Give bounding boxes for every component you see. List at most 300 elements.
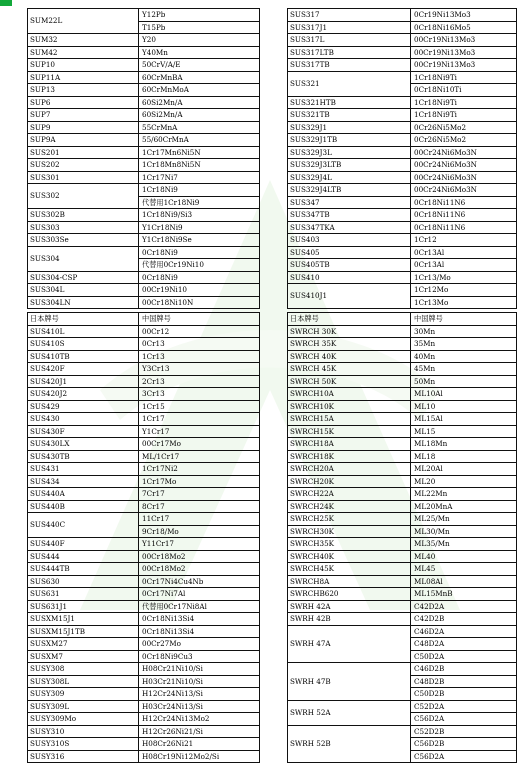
china-grade-cell: ML/1Cr17 bbox=[139, 450, 260, 463]
table-row bbox=[28, 425, 260, 438]
table-row bbox=[288, 413, 517, 426]
table-row bbox=[288, 221, 517, 234]
table-row bbox=[288, 209, 517, 222]
china-grade-cell: 代替用1Cr18Ni9 bbox=[139, 196, 260, 209]
japan-grade-cell: SWRCH35K bbox=[288, 538, 411, 551]
table-row bbox=[288, 184, 517, 197]
table-row bbox=[288, 438, 517, 451]
japan-grade-cell: SUS329J3L bbox=[288, 146, 411, 159]
japan-grade-cell: SUS317 bbox=[288, 9, 411, 22]
japan-grade-cell: SUS431 bbox=[28, 463, 139, 476]
china-grade-cell: C48D2A bbox=[411, 638, 517, 651]
japan-grade-cell: SUS420F bbox=[28, 363, 139, 376]
table-row bbox=[28, 246, 260, 259]
japan-grade-cell: SUP9 bbox=[28, 121, 139, 134]
china-grade-cell: 60CrMnBA bbox=[139, 71, 260, 84]
table-row bbox=[288, 159, 517, 172]
china-grade-cell: ML18Mn bbox=[411, 438, 517, 451]
china-grade-cell: H12Cr24Ni13/Si bbox=[139, 688, 260, 701]
china-grade-cell: 1Cr12 bbox=[411, 234, 517, 247]
table-row bbox=[28, 325, 260, 338]
japan-grade-cell: SUP10 bbox=[28, 59, 139, 72]
table-row bbox=[28, 675, 260, 688]
china-grade-cell: ML10 bbox=[411, 400, 517, 413]
japan-grade-cell: SUSXM7 bbox=[28, 650, 139, 663]
japan-grade-cell: SUS430 bbox=[28, 413, 139, 426]
china-grade-cell: 1Cr17Ni7 bbox=[139, 171, 260, 184]
japan-grade-cell: SWRCH 30K bbox=[288, 325, 411, 338]
japan-grade-cell: SUS201 bbox=[28, 146, 139, 159]
table-row bbox=[28, 550, 260, 563]
china-grade-cell: ML15 bbox=[411, 425, 517, 438]
china-grade-cell: 55CrMnA bbox=[139, 121, 260, 134]
china-grade-cell: 1Cr17Mn6Ni5N bbox=[139, 146, 260, 159]
japan-grade-cell: SUS329J1 bbox=[288, 121, 411, 134]
japan-grade-cell: SUS405TB bbox=[288, 259, 411, 272]
china-grade-cell: C52D2A bbox=[411, 700, 517, 713]
china-grade-cell: ML15Al bbox=[411, 413, 517, 426]
grade-table-bottom-right bbox=[287, 312, 517, 763]
table-row bbox=[28, 9, 260, 22]
japan-grade-cell: SWRH 52B bbox=[288, 725, 411, 763]
table-header-row bbox=[288, 313, 517, 326]
china-grade-cell: 0Cr17Ni7Al bbox=[139, 588, 260, 601]
table-row bbox=[28, 271, 260, 284]
china-grade-cell: 60CrMnMoA bbox=[139, 84, 260, 97]
table-row bbox=[288, 71, 517, 84]
china-grade-cell: C50D2B bbox=[411, 688, 517, 701]
table-row bbox=[28, 146, 260, 159]
table-row bbox=[288, 350, 517, 363]
table-row bbox=[288, 121, 517, 134]
japan-grade-cell: SUSXM27 bbox=[28, 638, 139, 651]
table-row bbox=[28, 363, 260, 376]
china-grade-cell: 0Cr19Ni13Mo3 bbox=[411, 9, 517, 22]
china-grade-cell: 00Cr19Ni13Mo3 bbox=[411, 59, 517, 72]
table-row bbox=[288, 600, 517, 613]
china-grade-cell: 0Cr18Ni11N6 bbox=[411, 221, 517, 234]
china-grade-cell: Y3Cr13 bbox=[139, 363, 260, 376]
table-row bbox=[28, 109, 260, 122]
table-row bbox=[28, 59, 260, 72]
china-grade-cell: 1Cr18Ni9/Si3 bbox=[139, 209, 260, 222]
table-row bbox=[288, 271, 517, 284]
japan-grade-cell: SUS304-CSP bbox=[28, 271, 139, 284]
china-grade-cell: ML20Al bbox=[411, 463, 517, 476]
japan-grade-cell: SUS321 bbox=[288, 71, 411, 96]
japan-grade-cell: SWRCH30K bbox=[288, 525, 411, 538]
china-grade-cell: 0Cr26Ni5Mo2 bbox=[411, 134, 517, 147]
table-row bbox=[288, 21, 517, 34]
china-grade-cell: ML20 bbox=[411, 475, 517, 488]
japan-grade-cell: SUS317TB bbox=[288, 59, 411, 72]
japan-grade-cell: SUSY310 bbox=[28, 725, 139, 738]
china-grade-cell: C46D2A bbox=[411, 625, 517, 638]
japan-grade-cell: SUP11A bbox=[28, 71, 139, 84]
japan-grade-cell: SUS410J1 bbox=[288, 284, 411, 309]
japan-grade-cell: SWRCH22A bbox=[288, 488, 411, 501]
china-grade-cell: 1Cr18Ni9Ti bbox=[411, 96, 517, 109]
header-japan-grade: 日本牌号 bbox=[28, 313, 139, 326]
header-china-grade: 中国牌号 bbox=[139, 313, 260, 326]
japan-grade-cell: SUS304L bbox=[28, 284, 139, 297]
china-grade-cell: 代替用0Cr17Ni8Al bbox=[139, 600, 260, 613]
table-row bbox=[28, 463, 260, 476]
japan-grade-cell: SUSY309 bbox=[28, 688, 139, 701]
japan-grade-cell: SUSY308 bbox=[28, 663, 139, 676]
japan-grade-cell: SUS410TB bbox=[28, 350, 139, 363]
japan-grade-cell: SWRCH 50K bbox=[288, 375, 411, 388]
china-grade-cell: ML25/Mn bbox=[411, 513, 517, 526]
china-grade-cell: H03Cr24Ni13/Si bbox=[139, 700, 260, 713]
japan-grade-cell: SUSXM15J1 bbox=[28, 613, 139, 626]
china-grade-cell: 55/60CrMnA bbox=[139, 134, 260, 147]
table-row bbox=[28, 388, 260, 401]
japan-grade-cell: SUS303 bbox=[28, 221, 139, 234]
china-grade-cell: ML18 bbox=[411, 450, 517, 463]
japan-grade-cell: SUS302B bbox=[28, 209, 139, 222]
japan-grade-cell: SUM32 bbox=[28, 34, 139, 47]
china-grade-cell: 1Cr17Ni2 bbox=[139, 463, 260, 476]
table-row bbox=[288, 575, 517, 588]
table-row bbox=[288, 663, 517, 676]
japan-grade-cell: SWRCH25K bbox=[288, 513, 411, 526]
table-row bbox=[28, 450, 260, 463]
china-grade-cell: H08Cr19Ni12Mo2/Si bbox=[139, 750, 260, 763]
grade-table-top-left bbox=[27, 8, 260, 309]
japan-grade-cell: SUS430F bbox=[28, 425, 139, 438]
china-grade-cell: 8Cr17 bbox=[139, 500, 260, 513]
china-grade-cell: Y1Cr18Ni9 bbox=[139, 221, 260, 234]
japan-grade-cell: SUS440A bbox=[28, 488, 139, 501]
header-china-grade: 中国牌号 bbox=[411, 313, 517, 326]
japan-grade-cell: SUS347TKA bbox=[288, 221, 411, 234]
table-row bbox=[28, 400, 260, 413]
japan-grade-cell: SUS630 bbox=[28, 575, 139, 588]
japan-grade-cell: SWRH 52A bbox=[288, 700, 411, 725]
china-grade-cell: 35Mn bbox=[411, 338, 517, 351]
table-row bbox=[28, 184, 260, 197]
china-grade-cell: Y20 bbox=[139, 34, 260, 47]
japan-grade-cell: SWRCH 40K bbox=[288, 350, 411, 363]
japan-grade-cell: SUS444 bbox=[28, 550, 139, 563]
table-row bbox=[28, 750, 260, 763]
japan-grade-cell: SUSY310S bbox=[28, 738, 139, 751]
china-grade-cell: H08Cr21Ni10/Si bbox=[139, 663, 260, 676]
japan-grade-cell: SUS434 bbox=[28, 475, 139, 488]
table-row bbox=[28, 284, 260, 297]
table-row bbox=[28, 650, 260, 663]
table-row bbox=[28, 121, 260, 134]
japan-grade-cell: SUS347 bbox=[288, 196, 411, 209]
japan-grade-cell: SUS440B bbox=[28, 500, 139, 513]
china-grade-cell: ML08Al bbox=[411, 575, 517, 588]
table-row bbox=[28, 563, 260, 576]
table-row bbox=[288, 59, 517, 72]
table-row bbox=[28, 221, 260, 234]
table-row bbox=[28, 84, 260, 97]
table-row bbox=[288, 146, 517, 159]
china-grade-cell: 0Cr18Ni9 bbox=[139, 246, 260, 259]
table-row bbox=[28, 209, 260, 222]
table-row bbox=[288, 725, 517, 738]
china-grade-cell: 11Cr17 bbox=[139, 513, 260, 526]
table-row bbox=[288, 475, 517, 488]
table-row bbox=[28, 71, 260, 84]
china-grade-cell: C56D2A bbox=[411, 750, 517, 763]
table-row bbox=[288, 338, 517, 351]
japan-grade-cell: SUSY309L bbox=[28, 700, 139, 713]
japan-grade-cell: SUS631 bbox=[28, 588, 139, 601]
japan-grade-cell: SUP6 bbox=[28, 96, 139, 109]
table-row bbox=[288, 234, 517, 247]
japan-grade-cell: SUS304 bbox=[28, 246, 139, 271]
japan-grade-cell: SUS430TB bbox=[28, 450, 139, 463]
japan-grade-cell: SWRCH20K bbox=[288, 475, 411, 488]
grade-table-bottom-left bbox=[27, 312, 260, 763]
table-row bbox=[288, 625, 517, 638]
china-grade-cell: Y11Cr17 bbox=[139, 538, 260, 551]
table-row bbox=[288, 109, 517, 122]
china-grade-cell: 00Cr24Ni6Mo3N bbox=[411, 171, 517, 184]
table-row bbox=[288, 34, 517, 47]
japan-grade-cell: SUS403 bbox=[288, 234, 411, 247]
japan-grade-cell: SUS420J1 bbox=[28, 375, 139, 388]
japan-grade-cell: SWRCH8A bbox=[288, 575, 411, 588]
japan-grade-cell: SWRCH 45K bbox=[288, 363, 411, 376]
china-grade-cell: 9Cr18/Mo bbox=[139, 525, 260, 538]
china-grade-cell: 1Cr12Mo bbox=[411, 284, 517, 297]
japan-grade-cell: SUS329J4L bbox=[288, 171, 411, 184]
japan-grade-cell: SUS202 bbox=[28, 159, 139, 172]
china-grade-cell: 代替用0Cr19Ni10 bbox=[139, 259, 260, 272]
table-row bbox=[288, 46, 517, 59]
china-grade-cell: 0Cr13Al bbox=[411, 259, 517, 272]
china-grade-cell: 0Cr18Ni13Si4 bbox=[139, 613, 260, 626]
table-row bbox=[28, 663, 260, 676]
japan-grade-cell: SWRH 47A bbox=[288, 625, 411, 663]
table-row bbox=[288, 363, 517, 376]
japan-grade-cell: SUS321TB bbox=[288, 109, 411, 122]
japan-grade-cell: SUS304LN bbox=[28, 296, 139, 309]
japan-grade-cell: SWRH 47B bbox=[288, 663, 411, 701]
table-row bbox=[28, 588, 260, 601]
table-row bbox=[288, 134, 517, 147]
table-row bbox=[288, 325, 517, 338]
china-grade-cell: 0Cr18Ni9 bbox=[139, 271, 260, 284]
table-row bbox=[28, 600, 260, 613]
china-grade-cell: 0Cr18Ni9Cu3 bbox=[139, 650, 260, 663]
japan-grade-cell: SWRCH10A bbox=[288, 388, 411, 401]
china-grade-cell: 00Cr19Ni13Mo3 bbox=[411, 34, 517, 47]
china-grade-cell: ML45 bbox=[411, 563, 517, 576]
table-row bbox=[288, 425, 517, 438]
china-grade-cell: 1Cr13Mo bbox=[411, 296, 517, 309]
table-row bbox=[28, 413, 260, 426]
table-header-row bbox=[28, 313, 260, 326]
japan-grade-cell: SUS329J1TB bbox=[288, 134, 411, 147]
china-grade-cell: 00Cr24Ni6Mo3N bbox=[411, 159, 517, 172]
japan-grade-cell: SUS430LX bbox=[28, 438, 139, 451]
japan-grade-cell: SUS444TB bbox=[28, 563, 139, 576]
china-grade-cell: 0Cr17Ni4Cu4Nb bbox=[139, 575, 260, 588]
table-row bbox=[28, 438, 260, 451]
china-grade-cell: 1Cr17Mo bbox=[139, 475, 260, 488]
japan-grade-cell: SUM22L bbox=[28, 9, 139, 34]
japan-grade-cell: SUS405 bbox=[288, 246, 411, 259]
china-grade-cell: 00Cr17Mo bbox=[139, 438, 260, 451]
japan-grade-cell: SWRCH10K bbox=[288, 400, 411, 413]
japan-grade-cell: SUS440F bbox=[28, 538, 139, 551]
china-grade-cell: 60Si2Mn/A bbox=[139, 96, 260, 109]
china-grade-cell: 00Cr19Ni10 bbox=[139, 284, 260, 297]
china-grade-cell: 00Cr27Mo bbox=[139, 638, 260, 651]
china-grade-cell: C46D2B bbox=[411, 663, 517, 676]
table-row bbox=[28, 613, 260, 626]
table-row bbox=[288, 196, 517, 209]
china-grade-cell: Y1Cr18Ni9Se bbox=[139, 234, 260, 247]
table-row bbox=[288, 450, 517, 463]
china-grade-cell: Y12Pb bbox=[139, 9, 260, 22]
china-grade-cell: 00Cr18Ni10N bbox=[139, 296, 260, 309]
table-row bbox=[288, 9, 517, 22]
china-grade-cell: C56D2A bbox=[411, 713, 517, 726]
table-row bbox=[288, 284, 517, 297]
japan-grade-cell: SUS321HTB bbox=[288, 96, 411, 109]
china-grade-cell: 30Mn bbox=[411, 325, 517, 338]
table-row bbox=[288, 538, 517, 551]
japan-grade-cell: SUS317LTB bbox=[288, 46, 411, 59]
china-grade-cell: 40Mn bbox=[411, 350, 517, 363]
japan-grade-cell: SUSY309Mo bbox=[28, 713, 139, 726]
china-grade-cell: T15Pb bbox=[139, 21, 260, 34]
china-grade-cell: ML30/Mn bbox=[411, 525, 517, 538]
table-row bbox=[288, 500, 517, 513]
china-grade-cell: H12Cr26Ni21/Si bbox=[139, 725, 260, 738]
china-grade-cell: 50Mn bbox=[411, 375, 517, 388]
china-grade-cell: 0Cr13 bbox=[139, 338, 260, 351]
header-japan-grade: 日本牌号 bbox=[288, 313, 411, 326]
japan-grade-cell: SUS440C bbox=[28, 513, 139, 538]
china-grade-cell: ML40 bbox=[411, 550, 517, 563]
table-row bbox=[28, 350, 260, 363]
japan-grade-cell: SUS329J3LTB bbox=[288, 159, 411, 172]
china-grade-cell: 0Cr18Ni11N6 bbox=[411, 209, 517, 222]
table-row bbox=[28, 488, 260, 501]
table-row bbox=[288, 550, 517, 563]
japan-grade-cell: SUS303Se bbox=[28, 234, 139, 247]
table-row bbox=[28, 700, 260, 713]
china-grade-cell: 00Cr24Ni6Mo3N bbox=[411, 184, 517, 197]
japan-grade-cell: SUP7 bbox=[28, 109, 139, 122]
china-grade-cell: H03Cr21Ni10/Si bbox=[139, 675, 260, 688]
japan-grade-cell: SWRCH45K bbox=[288, 563, 411, 576]
table-row bbox=[288, 588, 517, 601]
china-grade-cell: 1Cr18Mn8Ni5N bbox=[139, 159, 260, 172]
china-grade-cell: ML15MnB bbox=[411, 588, 517, 601]
china-grade-cell: 00Cr18Mo2 bbox=[139, 550, 260, 563]
china-grade-cell: 00Cr12 bbox=[139, 325, 260, 338]
table-row bbox=[28, 475, 260, 488]
china-grade-cell: C50D2A bbox=[411, 650, 517, 663]
china-grade-cell: ML22Mn bbox=[411, 488, 517, 501]
japan-grade-cell: SWRH 42B bbox=[288, 613, 411, 626]
table-row bbox=[28, 500, 260, 513]
table-row bbox=[28, 159, 260, 172]
china-grade-cell: 1Cr18Ni9 bbox=[139, 184, 260, 197]
table-row bbox=[288, 388, 517, 401]
china-grade-cell: 7Cr17 bbox=[139, 488, 260, 501]
table-row bbox=[28, 234, 260, 247]
table-row bbox=[28, 296, 260, 309]
china-grade-cell: ML10Al bbox=[411, 388, 517, 401]
japan-grade-cell: SUSY308L bbox=[28, 675, 139, 688]
table-row bbox=[28, 134, 260, 147]
table-row bbox=[28, 625, 260, 638]
japan-grade-cell: SWRCH18A bbox=[288, 438, 411, 451]
china-grade-cell: C42D2B bbox=[411, 613, 517, 626]
japan-grade-cell: SWRCH24K bbox=[288, 500, 411, 513]
china-grade-cell: ML20MnA bbox=[411, 500, 517, 513]
japan-grade-cell: SWRCH18K bbox=[288, 450, 411, 463]
table-row bbox=[28, 338, 260, 351]
table-row bbox=[28, 575, 260, 588]
table-row bbox=[288, 259, 517, 272]
japan-grade-cell: SUS317J1 bbox=[288, 21, 411, 34]
china-grade-cell: 0Cr26Ni5Mo2 bbox=[411, 121, 517, 134]
table-row bbox=[288, 488, 517, 501]
japan-grade-cell: SUP9A bbox=[28, 134, 139, 147]
china-grade-cell: 1Cr15 bbox=[139, 400, 260, 413]
table-row bbox=[288, 525, 517, 538]
japan-grade-cell: SUM42 bbox=[28, 46, 139, 59]
china-grade-cell: C56D2B bbox=[411, 738, 517, 751]
table-row bbox=[28, 638, 260, 651]
japan-grade-cell: SWRH 42A bbox=[288, 600, 411, 613]
table-row bbox=[288, 463, 517, 476]
table-row bbox=[28, 513, 260, 526]
japan-grade-cell: SWRCH15K bbox=[288, 425, 411, 438]
china-grade-cell: C52D2B bbox=[411, 725, 517, 738]
table-row bbox=[28, 538, 260, 551]
china-grade-cell: 0Cr18Ni11N6 bbox=[411, 196, 517, 209]
table-row bbox=[28, 738, 260, 751]
china-grade-cell: 0Cr18Ni16Mo5 bbox=[411, 21, 517, 34]
china-grade-cell: 0Cr18Ni10Ti bbox=[411, 84, 517, 97]
china-grade-cell: C42D2A bbox=[411, 600, 517, 613]
japan-grade-cell: SUS347TB bbox=[288, 209, 411, 222]
japan-grade-cell: SUP13 bbox=[28, 84, 139, 97]
japan-grade-cell: SWRCH 35K bbox=[288, 338, 411, 351]
table-row bbox=[288, 375, 517, 388]
china-grade-cell: C48D2B bbox=[411, 675, 517, 688]
china-grade-cell: Y1Cr17 bbox=[139, 425, 260, 438]
table-row bbox=[28, 725, 260, 738]
table-row bbox=[288, 513, 517, 526]
table-row bbox=[288, 563, 517, 576]
japan-grade-cell: SWRCH40K bbox=[288, 550, 411, 563]
china-grade-cell: 45Mn bbox=[411, 363, 517, 376]
japan-grade-cell: SUS329J4LTB bbox=[288, 184, 411, 197]
china-grade-cell: 3Cr13 bbox=[139, 388, 260, 401]
table-row bbox=[28, 375, 260, 388]
table-row bbox=[28, 713, 260, 726]
japan-grade-cell: SUS410 bbox=[288, 271, 411, 284]
table-row bbox=[28, 96, 260, 109]
japan-grade-cell: SUS301 bbox=[28, 171, 139, 184]
table-row bbox=[288, 613, 517, 626]
china-grade-cell: 1Cr18Ni9Ti bbox=[411, 71, 517, 84]
